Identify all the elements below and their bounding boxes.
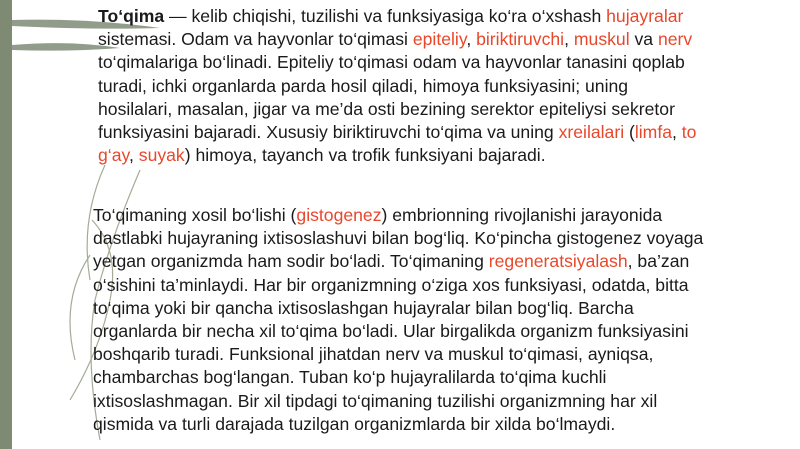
text-segment: to‘qimalariga bo‘linadi. Epiteliy to‘qimasi odam va hayvonlar tanasini qoplab xyxy=(98,52,685,73)
text-segment: boshqarib turadi. Funksional jihatdan nerv va muskul to‘qimasi, ayniqsa, xyxy=(93,344,654,365)
highlighted-term: g‘ay xyxy=(98,145,129,166)
p1-line xyxy=(98,121,788,144)
p2-line xyxy=(93,413,793,436)
text-segment: funksiyasini bajaradi. Xususiy biriktiruvchi to‘qima va uning xyxy=(98,122,559,143)
p2-line xyxy=(93,227,793,250)
paragraph-histogenesis xyxy=(93,204,793,436)
p1-line xyxy=(98,75,788,98)
p1-line xyxy=(98,51,788,74)
highlighted-term: muskul xyxy=(573,29,630,50)
title-term: To‘qima xyxy=(98,6,165,26)
text-segment: organlarda bir necha xil to‘qima bo‘ladi. Ular birgalikda organizm funksiyasini xyxy=(93,321,689,342)
text-segment: — kelib chiqishi, tuzilishi va funksiyasiga ko‘ra o‘xshash xyxy=(164,6,607,26)
highlighted-term: suyak xyxy=(138,145,185,166)
highlighted-term: regeneratsiyalash xyxy=(488,251,628,272)
highlighted-term: limfa xyxy=(634,122,673,143)
text-segment: , xyxy=(128,145,139,166)
text-segment: , xyxy=(564,29,574,50)
highlighted-term: to xyxy=(681,122,697,143)
p1-line xyxy=(98,5,788,28)
text-segment: o‘sishini ta’minlaydi. Har bir organizmning o‘ziga xos funksiyasi, odatda, bitta xyxy=(93,274,689,295)
highlighted-term: epiteliy xyxy=(412,29,467,50)
text-segment: chambarchas bog‘langan. Tuban ko‘p hujayralilarda to‘qima kuchli xyxy=(93,367,607,388)
text-segment: , xyxy=(466,29,477,50)
p2-line xyxy=(93,343,793,366)
highlighted-term: gistogenez xyxy=(296,205,382,225)
text-segment: , xyxy=(672,122,682,143)
text-segment: sistemasi. Odam va hayvonlar to‘qimasi xyxy=(98,29,413,50)
p2-line xyxy=(93,320,793,343)
text-segment: to‘qima yoki bir qancha ixtisoslashgan hujayralar bilan bog‘liq. Barcha xyxy=(93,297,634,318)
p1-line xyxy=(98,98,788,121)
highlighted-term: nerv xyxy=(657,29,693,50)
text-segment: ixtisoslashmagan. Bir xil tipdagi to‘qimaning tuzilishi organizmning har xil xyxy=(93,390,658,411)
highlighted-term: xreilalari xyxy=(558,122,625,143)
text-segment: qismida va turli darajada tuzilgan organizmlarda bir xilda bo‘lmaydi. xyxy=(93,413,616,434)
text-segment: yetgan organizmda ham sodir bo‘ladi. To‘qimaning xyxy=(93,251,489,272)
paragraph-definition xyxy=(98,5,788,167)
highlighted-term: biriktiruvchi xyxy=(476,29,565,50)
text-segment: ) himoya, tayanch va trofik funksiyani bajaradi. xyxy=(184,145,546,166)
text-segment: dastlabki hujayraning ixtisoslashuvi bilan bog‘liq. Ko‘pincha gistogenez voyaga xyxy=(93,228,704,249)
text-segment: hosilalari, masalan, jigar va me’da osti bezining serektor epiteliysi sekretor xyxy=(98,98,675,119)
text-segment: va xyxy=(629,29,658,50)
p2-line xyxy=(93,274,793,297)
text-segment: To‘qimaning xosil bo‘lishi ( xyxy=(93,205,297,225)
p1-line xyxy=(98,144,788,167)
p2-line xyxy=(93,204,793,227)
p2-line xyxy=(93,390,793,413)
p2-line xyxy=(93,297,793,320)
p1-line xyxy=(98,28,788,51)
highlighted-term: hujayralar xyxy=(606,6,684,26)
text-segment: ) embrionning rivojlanishi jarayonida xyxy=(381,205,663,225)
text-segment: turadi, ichki organlarda parda hosil qiladi, himoya funksiyasini; uning xyxy=(98,75,629,96)
p2-line xyxy=(93,366,793,389)
p2-line xyxy=(93,250,793,273)
text-segment: , ba’zan xyxy=(627,251,690,272)
text-segment: ( xyxy=(624,122,635,143)
